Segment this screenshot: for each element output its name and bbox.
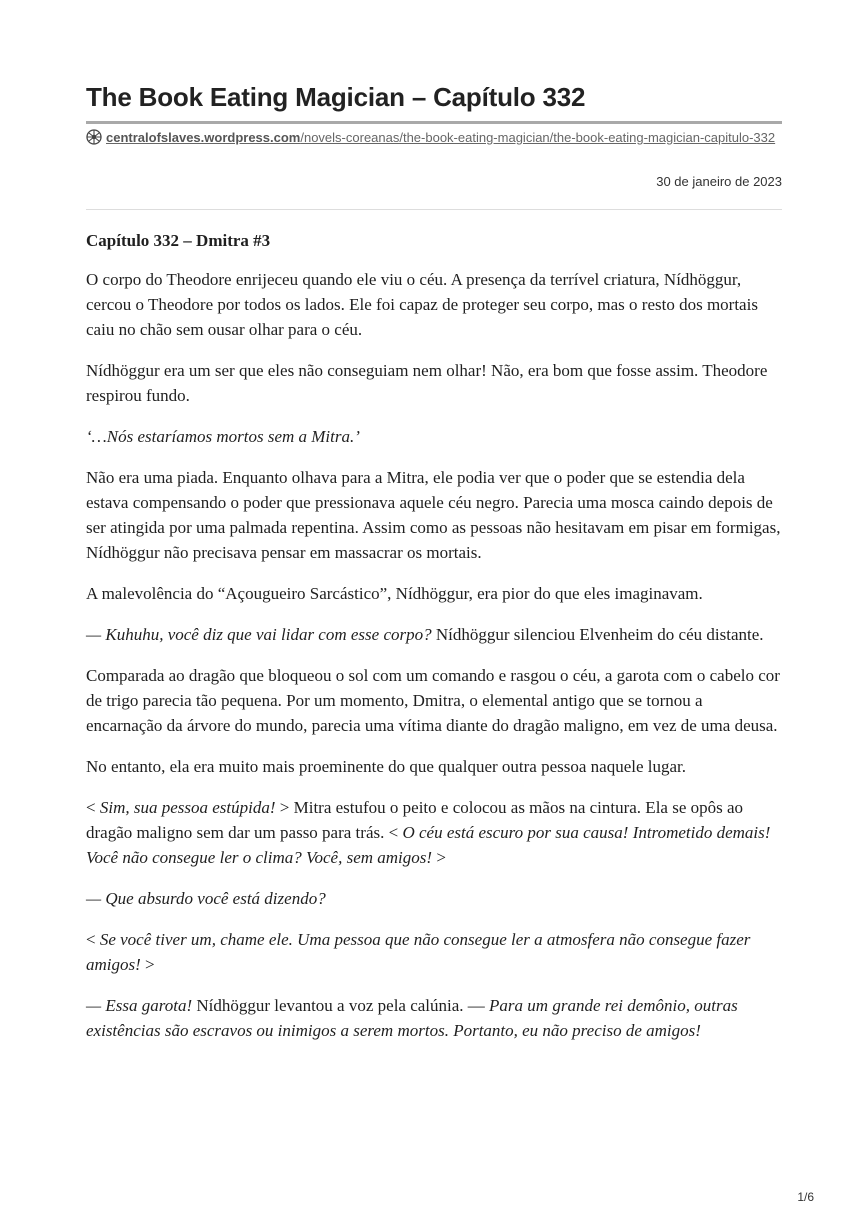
paragraph-8: No entanto, ela era muito mais proeminente do que qualquer outra pessoa naquele lugar. (86, 757, 686, 776)
paragraph-11-open: < (86, 930, 100, 949)
paragraph-6-italic: — Kuhuhu, você diz que vai lidar com esse corpo? (86, 625, 432, 644)
paragraph-1: O corpo do Theodore enrijeceu quando ele viu o céu. A presença da terrível criatura, Nídhöggur, cercou o Theodore por todos os lados. Ele foi capaz de proteger seu corpo, mas o resto dos mortais caiu no chão sem ousar olhar para o céu. (86, 270, 758, 339)
paragraph-10 (86, 886, 782, 911)
paragraph-9-close: > (432, 848, 446, 867)
paragraph-4: Não era uma piada. Enquanto olhava para a Mitra, ele podia ver que o poder que se estendia dela estava compensando o poder que pressionava aquele céu negro. Parecia uma mosca caindo depois de ser atingida por uma palmada repentina. Assim como as pessoas não hesitavam em pisar em formigas, Nídhöggur não precisava pensar em massacrar os mortais. (86, 468, 781, 562)
paragraph-5: A malevolência do “Açougueiro Sarcástico”, Nídhöggur, era pior do que eles imaginavam. (86, 584, 703, 603)
page-title: The Book Eating Magician – Capítulo 332 (86, 82, 586, 112)
paragraph-10-italic: — Que absurdo você está dizendo? (86, 889, 326, 908)
paragraph-3 (86, 424, 782, 449)
paragraph-9-italic-1: Sim, sua pessoa estúpida! (99, 798, 276, 817)
paragraph-9-italic-2: O céu está escuro por sua causa! Intrometido demais! Você não consegue ler o clima? Você, sem amigos! (86, 823, 771, 867)
paragraph-9-open: < (86, 798, 100, 817)
publish-date: 30 de janeiro de 2023 (656, 174, 782, 189)
chapter-heading: Capítulo 332 – Dmitra #3 (86, 231, 271, 250)
header-divider (86, 209, 782, 210)
source-path: /novels-coreanas/the-book-eating-magician/the-book-eating-magician-capitulo-332 (300, 130, 776, 145)
title-divider (86, 121, 782, 124)
source-domain: centralofslaves.wordpress.com (106, 130, 301, 145)
paragraph-9-text: > Mitra estufou o peito e colocou as mãos na cintura. Ela se opôs ao dragão maligno sem dar um passo para trás. < (86, 798, 744, 842)
paragraph-12-italic-1: — Essa garota! (86, 996, 193, 1015)
paragraph-3-italic: ‘…Nós estaríamos mortos sem a Mitra.’ (86, 427, 360, 446)
source-link-line (86, 129, 776, 147)
paragraph-12-italic-2: Para um grande rei demônio, outras existências são escravos ou inimigos a serem mortos. Portanto, eu não preciso de amigos! (86, 996, 738, 1040)
article-body (86, 228, 782, 1059)
paragraph-11-close: > (140, 955, 155, 974)
paragraph-12 (86, 993, 782, 1043)
paragraph-6-text: Nídhöggur silenciou Elvenheim do céu distante. (431, 625, 764, 644)
paragraph-11 (86, 927, 782, 977)
page-number: 1/6 (797, 1190, 814, 1204)
source-url-link[interactable] (106, 130, 775, 145)
paragraph-12-text: Nídhöggur levantou a voz pela calúnia. — (192, 996, 490, 1015)
paragraph-6 (86, 622, 782, 647)
paragraph-2: Nídhöggur era um ser que eles não conseguiam nem olhar! Não, era bom que fosse assim. Theodore respirou fundo. (86, 361, 768, 405)
paragraph-11-italic: Se você tiver um, chame ele. Uma pessoa que não consegue ler a atmosfera não consegue fazer amigos! (86, 930, 751, 974)
globe-icon (86, 129, 102, 145)
paragraph-7: Comparada ao dragão que bloqueou o sol com um comando e rasgou o céu, a garota com o cabelo cor de trigo parecia tão pequena. Por um momento, Dmitra, o elemental antigo que se tornou a encarnação da árvore do mundo, parecia uma vítima diante do dragão maligno, em vez de uma deusa. (86, 666, 780, 735)
paragraph-9 (86, 795, 782, 870)
